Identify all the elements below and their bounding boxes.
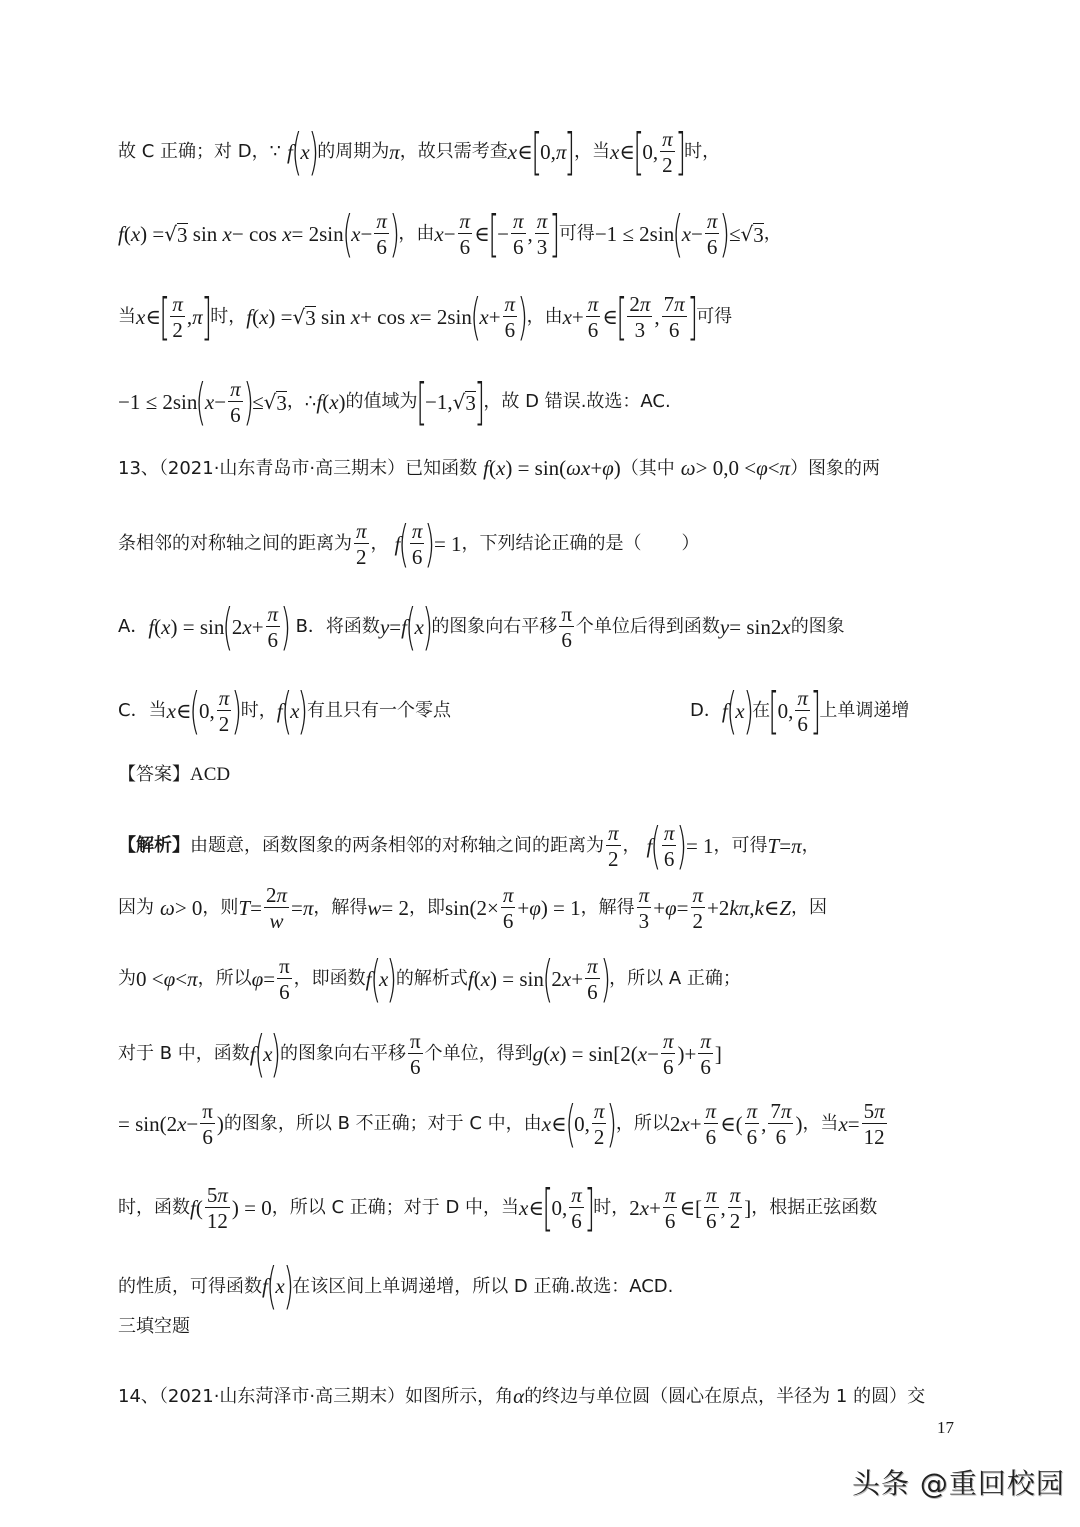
text: ， xyxy=(370,533,389,555)
text: 的周期为 xyxy=(317,141,390,163)
text: ，∴ xyxy=(286,391,317,413)
question-13-stem-2: 条相邻的对称轴之间的距离为 $\frac{\pi}{2}$ ， f ( $\frac{\pi}{6}$ ) = 1 ，下列结论正确的是（ ） xyxy=(118,514,700,573)
option-a-label: A． xyxy=(118,616,149,638)
text: ，下列结论正确的是（ xyxy=(461,533,642,555)
answer-line xyxy=(118,765,230,784)
analysis-line-4: 对于 B 中，函数 f ( x ) 的图象向右平移 $\frac{\pi}{6}$ 个单位，得到 g ( x ) = sin[2( x − $\frac{\pi}{6}$ )+ $\frac{\pi}{6}$ ] xyxy=(118,1024,722,1083)
math-fx: f xyxy=(287,139,293,164)
text: ，所以 A 正确； xyxy=(609,968,741,990)
section-heading xyxy=(118,1318,190,1336)
text: 上单调递增 xyxy=(819,700,910,722)
text: ，因 xyxy=(791,897,828,919)
text: ，所以 C 正确；对于 D 中，当 xyxy=(271,1197,520,1219)
text: ， xyxy=(622,835,641,857)
text: ，由 xyxy=(398,223,435,245)
text: ，可得 xyxy=(713,835,768,857)
question-13-option-c: C．当 x ∈ ( 0, $\frac{\pi}{2}$ ) 时， f ( x ) 有且只有一个零点 xyxy=(118,681,451,740)
text: 的终边与单位圆（圆心在原点，半径为 1 的圆）交 xyxy=(524,1385,926,1407)
text: ，当 xyxy=(802,1113,839,1135)
text: 的图象向右平移 xyxy=(280,1043,406,1065)
question-14-stem xyxy=(118,1386,925,1407)
analysis-line-2: 因为 ω > 0 ，则 T = $\frac{2\pi}{w}$ = π ，解得 w = 2 ，即 sin(2× $\frac{\pi}{6}$ + φ ) = 1 ，解得 $\frac{\pi}{3}$ + φ = $\frac{\pi}{2}$ +2 kπ , k ∈ Z ，因 xyxy=(118,883,828,934)
text: 时， xyxy=(593,1197,630,1219)
text: ，所以 xyxy=(197,968,252,990)
text: 时， xyxy=(240,700,277,722)
text: 14、（2021·山东菏泽市·高三期末）如图所示，角 xyxy=(118,1385,514,1407)
text: 时，函数 xyxy=(118,1197,190,1219)
text: 可得 xyxy=(696,306,733,328)
analysis-line-1: 【解析】 由题意，函数图象的两条相邻的对称轴之间的距离为 $\frac{\pi}{2}$ ， f ( $\frac{\pi}{6}$ ) = 1 ，可得 T = π ， xyxy=(118,816,820,875)
text: 的解析式 xyxy=(395,968,468,990)
text: ，故只需考查 xyxy=(399,141,508,163)
answer-value: ACD xyxy=(190,764,231,785)
text: 可得 xyxy=(558,223,595,245)
text: 由题意，函数图象的两条相邻的对称轴之间的距离为 xyxy=(190,835,604,857)
text: 个单位，得到 xyxy=(424,1043,533,1065)
solution-line-1: 故 C 正确；对 D，∵ f ( x ) 的周期为 π ，故只需考查 x ∈ [ 0, π ] ，当 x ∈ [ 0, $\frac{\pi}{2}$ ] 时， xyxy=(118,122,721,181)
analysis-label: 【解析】 xyxy=(118,835,190,857)
text: ，解得 xyxy=(313,897,368,919)
text: ， xyxy=(763,223,782,245)
text: 时， xyxy=(684,141,721,163)
text: 的图象，所以 B 不正确；对于 C 中，由 xyxy=(223,1113,542,1135)
analysis-line-7: 的性质，可得函数 f ( x ) 在该区间上单调递增，所以 D 正确.故选：ACD. xyxy=(118,1257,674,1315)
text: ，由 xyxy=(526,306,563,328)
text: 因为 xyxy=(118,897,154,919)
analysis-line-5: = sin(2 x − $\frac{\pi}{6}$ ) 的图象，所以 B 不正确；对于 C 中，由 x ∈ ( 0, $\frac{\pi}{2}$ ) ，所以 2 x + $\frac{\pi}{6}$ ∈( $\frac{\pi}{6}$ , $\frac{7\pi}{6}$ ) ，当 x = $\frac{5\pi}{12}$ xyxy=(118,1094,885,1153)
text: 的图象 xyxy=(790,616,845,638)
question-13-option-d: D． f ( x ) 在 [ 0, $\frac{\pi}{6}$ ] 上单调递增 xyxy=(690,681,910,740)
text: 的性质，可得函数 xyxy=(118,1275,262,1297)
text: 个单位后得到函数 xyxy=(575,616,720,638)
solution-line-2: f ( x ) = √ 3 sin x − cos x = 2sin ( x − $\frac{\pi}{6}$ ) ，由 x − $\frac{\pi}{6}$ ∈ [ − $\frac{\pi}{6}$ , $\frac{\pi}{3}$ ] 可得 −1 ≤ 2sin ( x − $\frac{\pi}{6}$ ) ≤ √ 3 ， xyxy=(118,204,782,263)
section-heading-text: 三填空题 xyxy=(118,1316,190,1337)
text: 在该区间上单调递增，所以 D 正确.故选：ACD. xyxy=(292,1275,674,1297)
text: ，所以 xyxy=(615,1113,670,1135)
text: 条相邻的对称轴之间的距离为 xyxy=(118,533,352,555)
alpha-symbol: α xyxy=(513,1384,525,1408)
text: 有且只有一个零点 xyxy=(306,700,451,722)
text: ，当 xyxy=(573,141,610,163)
text: ，即函数 xyxy=(293,968,366,990)
text: ，故 D 错误.故选：AC. xyxy=(483,391,671,413)
text: （其中 xyxy=(620,457,675,479)
text: ） xyxy=(681,533,700,555)
text: 当 xyxy=(118,306,136,328)
text: 的图象向右平移 xyxy=(431,616,558,638)
answer-label: 【答案】 xyxy=(118,763,190,785)
text: ，即 xyxy=(408,897,445,919)
text: 时， xyxy=(210,306,247,328)
text: 13、（2021·山东青岛市·高三期末）已知函数 xyxy=(118,457,478,479)
question-13-options-ab: A． f ( x ) = sin ( 2 x + $\frac{\pi}{6}$ ) B．将函数 y = f ( x ) 的图象向右平移 $\frac{\pi}{6}$ 个单位后得到函数 y = sin2 x 的图象 xyxy=(118,597,845,656)
text: 故 C 正确；对 D，∵ xyxy=(118,141,282,163)
question-13-stem-1: 13、（2021·山东青岛市·高三期末）已知函数 f ( x ) = sin( ωx + φ ) （其中 ω > 0,0 < φ < π ）图象的两 xyxy=(118,456,881,480)
analysis-line-6: 时，函数 f ( $\frac{5\pi}{12}$ ) = 0 ，所以 C 正确；对于 D 中，当 x ∈ [ 0, $\frac{\pi}{6}$ ] 时， 2 x + $\frac{\pi}{6}$ ∈[ $\frac{\pi}{6}$ , $\frac{\pi}{2}$ ] ，根据正弦函数 xyxy=(118,1178,878,1237)
text: ，解得 xyxy=(580,897,635,919)
text: 在 xyxy=(752,700,771,722)
watermark: 头条 @重回校园 xyxy=(852,1467,1065,1500)
analysis-line-3: 为 0 < φ < π ，所以 φ = $\frac{\pi}{6}$ ，即函数 f ( x ) 的解析式 f ( x ) = sin ( 2 x + $\frac{\pi}{6}$ ) ，所以 A 正确； xyxy=(118,949,741,1008)
text: ）图象的两 xyxy=(790,457,881,479)
text: 为 xyxy=(118,968,136,990)
text: 的值域为 xyxy=(345,391,418,413)
solution-line-3: 当 x ∈ [ $\frac{\pi}{2}$ , π ] 时， f ( x ) = √ 3 sin x + cos x = 2sin ( x + $\frac{\pi}{6}$ ) ，由 x + $\frac{\pi}{6}$ ∈ [ $\frac{2\pi}{3}$ , $\frac{7\pi}{6}$ ] 可得 xyxy=(118,287,733,346)
option-c-label: C．当 xyxy=(118,700,167,722)
text: ，则 xyxy=(202,897,239,919)
option-d-label: D． xyxy=(690,700,722,722)
page-number: 17 xyxy=(937,1418,954,1437)
option-b-label: B．将函数 xyxy=(295,616,380,638)
text: ， xyxy=(801,835,820,857)
solution-line-4: −1 ≤ 2sin ( x − $\frac{\pi}{6}$ ) ≤ √ 3 ，∴ f ( x ) 的值域为 [ −1, √ 3 ] ，故 D 错误.故选：AC. xyxy=(118,372,671,431)
text: 对于 B 中，函数 xyxy=(118,1043,250,1065)
text: ，根据正弦函数 xyxy=(751,1197,878,1219)
